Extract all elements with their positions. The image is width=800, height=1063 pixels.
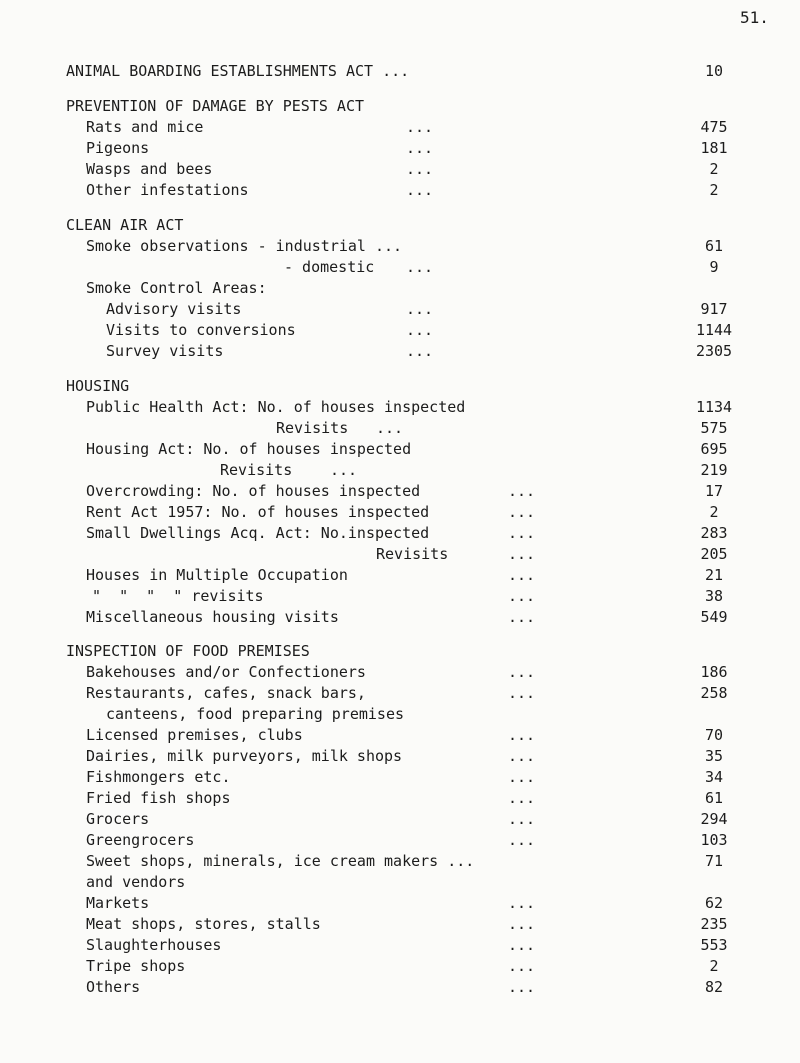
- restaurants-label-cont: canteens, food preparing premises: [106, 705, 405, 723]
- slaughterhouses-value: 553: [700, 936, 728, 954]
- pests-other-value: 2: [709, 181, 719, 199]
- tripe-label: Tripe shops: [86, 957, 186, 975]
- smoke-control-areas-label: Smoke Control Areas:: [86, 279, 267, 297]
- public-health-value: 1134: [695, 398, 733, 416]
- public-health-revisits-dots: ...: [376, 419, 404, 437]
- others-label: Others: [86, 978, 141, 996]
- fried-fish-dots: ...: [508, 789, 536, 807]
- misc-housing-dots: ...: [508, 608, 536, 626]
- markets-label: Markets: [86, 894, 150, 912]
- clean-air-heading: CLEAN AIR ACT: [66, 216, 184, 234]
- multiple-occupation-value: 21: [704, 566, 724, 584]
- restaurants-dots: ...: [508, 684, 536, 702]
- food-heading: INSPECTION OF FOOD PREMISES: [66, 642, 310, 660]
- restaurants-label: Restaurants, cafes, snack bars,: [86, 684, 366, 702]
- housing-heading: HOUSING: [66, 377, 130, 395]
- housing-act-label: Housing Act: No. of houses inspected: [86, 440, 412, 458]
- housing-act-revisits-label: Revisits: [220, 461, 293, 479]
- conversion-visits-dots: ...: [406, 321, 434, 339]
- licensed-value: 70: [704, 726, 724, 744]
- markets-value: 62: [704, 894, 724, 912]
- small-dwellings-value: 283: [700, 524, 728, 542]
- pests-rats-dots: ...: [406, 118, 434, 136]
- bakehouses-label: Bakehouses and/or Confectioners: [86, 663, 366, 681]
- small-dwellings-revisits-dots: ...: [508, 545, 536, 563]
- others-value: 82: [704, 978, 724, 996]
- licensed-dots: ...: [508, 726, 536, 744]
- bakehouses-value: 186: [700, 663, 728, 681]
- housing-act-revisits-dots: ...: [330, 461, 358, 479]
- licensed-label: Licensed premises, clubs: [86, 726, 303, 744]
- tripe-value: 2: [709, 957, 719, 975]
- meat-shops-value: 235: [700, 915, 728, 933]
- animal-boarding-label: ANIMAL BOARDING ESTABLISHMENTS ACT ...: [66, 62, 410, 80]
- pests-other-dots: ...: [406, 181, 434, 199]
- fishmongers-value: 34: [704, 768, 724, 786]
- markets-dots: ...: [508, 894, 536, 912]
- multiple-occupation-revisits-dots: ...: [508, 587, 536, 605]
- fried-fish-value: 61: [704, 789, 724, 807]
- pests-wasps-label: Wasps and bees: [86, 160, 213, 178]
- pests-heading: PREVENTION OF DAMAGE BY PESTS ACT: [66, 97, 365, 115]
- pests-rats-value: 475: [700, 118, 728, 136]
- multiple-occupation-label: Houses in Multiple Occupation: [86, 566, 348, 584]
- pests-rats-label: Rats and mice: [86, 118, 204, 136]
- pests-pigeons-dots: ...: [406, 139, 434, 157]
- small-dwellings-dots: ...: [508, 524, 536, 542]
- advisory-visits-dots: ...: [406, 300, 434, 318]
- misc-housing-label: Miscellaneous housing visits: [86, 608, 339, 626]
- pests-pigeons-value: 181: [700, 139, 728, 157]
- fishmongers-label: Fishmongers etc.: [86, 768, 231, 786]
- slaughterhouses-label: Slaughterhouses: [86, 936, 222, 954]
- meat-shops-label: Meat shops, stores, stalls: [86, 915, 321, 933]
- pests-wasps-dots: ...: [406, 160, 434, 178]
- public-health-label: Public Health Act: No. of houses inspected: [86, 398, 466, 416]
- pests-pigeons-label: Pigeons: [86, 139, 150, 157]
- public-health-revisits-label: Revisits: [276, 419, 349, 437]
- survey-visits-label: Survey visits: [106, 342, 224, 360]
- multiple-occupation-dots: ...: [508, 566, 536, 584]
- dairies-dots: ...: [508, 747, 536, 765]
- advisory-visits-value: 917: [700, 300, 728, 318]
- misc-housing-value: 549: [700, 608, 728, 626]
- smoke-domestic-value: 9: [709, 258, 719, 276]
- page-number: 51.: [740, 8, 769, 27]
- fishmongers-dots: ...: [508, 768, 536, 786]
- advisory-visits-label: Advisory visits: [106, 300, 242, 318]
- multiple-occupation-revisits-label: " " " " revisits: [92, 587, 264, 605]
- slaughterhouses-dots: ...: [508, 936, 536, 954]
- smoke-domestic-dots: ...: [406, 258, 434, 276]
- bakehouses-dots: ...: [508, 663, 536, 681]
- conversion-visits-value: 1144: [695, 321, 733, 339]
- animal-boarding-value: 10: [704, 62, 724, 80]
- smoke-domestic-label: - domestic: [284, 258, 375, 276]
- housing-act-value: 695: [700, 440, 728, 458]
- grocers-dots: ...: [508, 810, 536, 828]
- small-dwellings-revisits-value: 205: [700, 545, 728, 563]
- conversion-visits-label: Visits to conversions: [106, 321, 296, 339]
- overcrowding-label: Overcrowding: No. of houses inspected: [86, 482, 421, 500]
- greengrocers-dots: ...: [508, 831, 536, 849]
- fried-fish-label: Fried fish shops: [86, 789, 231, 807]
- rent-act-dots: ...: [508, 503, 536, 521]
- smoke-industrial-value: 61: [704, 237, 724, 255]
- survey-visits-dots: ...: [406, 342, 434, 360]
- sweet-shops-label-cont: and vendors: [86, 873, 186, 891]
- meat-shops-dots: ...: [508, 915, 536, 933]
- rent-act-label: Rent Act 1957: No. of houses inspected: [86, 503, 430, 521]
- tripe-dots: ...: [508, 957, 536, 975]
- grocers-label: Grocers: [86, 810, 150, 828]
- overcrowding-dots: ...: [508, 482, 536, 500]
- smoke-industrial-label: Smoke observations - industrial ...: [86, 237, 403, 255]
- small-dwellings-revisits-label: Revisits: [376, 545, 449, 563]
- others-dots: ...: [508, 978, 536, 996]
- multiple-occupation-revisits-value: 38: [704, 587, 724, 605]
- grocers-value: 294: [700, 810, 728, 828]
- pests-wasps-value: 2: [709, 160, 719, 178]
- sweet-shops-value: 71: [704, 852, 724, 870]
- rent-act-value: 2: [709, 503, 719, 521]
- greengrocers-value: 103: [700, 831, 728, 849]
- survey-visits-value: 2305: [695, 342, 733, 360]
- housing-act-revisits-value: 219: [700, 461, 728, 479]
- greengrocers-label: Greengrocers: [86, 831, 195, 849]
- pests-other-label: Other infestations: [86, 181, 249, 199]
- restaurants-value: 258: [700, 684, 728, 702]
- small-dwellings-label: Small Dwellings Acq. Act: No.inspected: [86, 524, 430, 542]
- dairies-label: Dairies, milk purveyors, milk shops: [86, 747, 403, 765]
- sweet-shops-label: Sweet shops, minerals, ice cream makers ...: [86, 852, 475, 870]
- dairies-value: 35: [704, 747, 724, 765]
- public-health-revisits-value: 575: [700, 419, 728, 437]
- overcrowding-value: 17: [704, 482, 724, 500]
